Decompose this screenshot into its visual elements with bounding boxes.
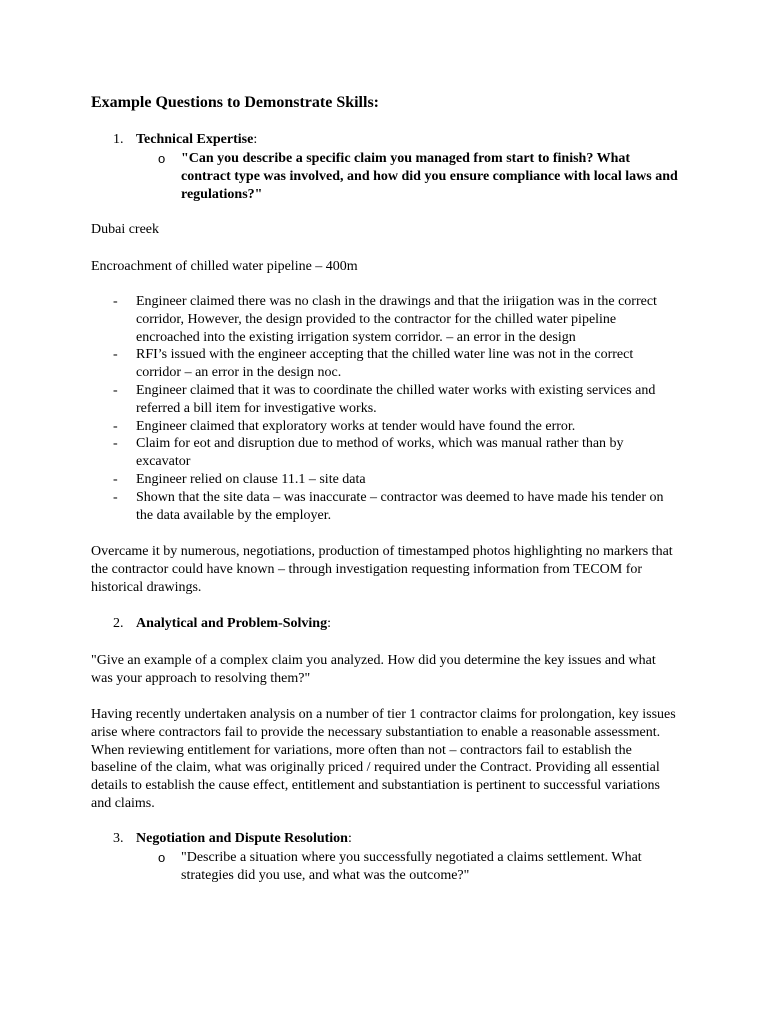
page-title: Example Questions to Demonstrate Skills: xyxy=(91,94,379,111)
section-1-question xyxy=(158,150,683,203)
section-2-title: Analytical and Problem-Solving xyxy=(136,616,328,631)
hollow-bullet-icon: o xyxy=(158,850,166,865)
project-name: Dubai creek xyxy=(91,222,160,237)
section-1-title-suffix: : xyxy=(253,132,258,147)
section-1-number: 1. xyxy=(113,132,124,147)
section-3-question xyxy=(158,849,683,885)
project-subtitle: Encroachment of chilled water pipeline – 400m xyxy=(91,259,358,274)
section-2-question: "Give an example of a complex claim you analyzed. How did you determine the key issues and what was your approach to resolving them?" xyxy=(91,653,656,686)
section-3-number: 3. xyxy=(113,831,124,846)
overcame-paragraph: Overcame it by numerous, negotiations, production of timestamped photos highlighting no markers that the contractor could have known – through investigation requesting information from TECOM for historical drawings. xyxy=(91,544,673,595)
section-2-title-suffix: : xyxy=(327,616,331,631)
section-2-heading xyxy=(113,615,683,633)
list-item: - Claim for eot and disruption due to method of works, which was manual rather than by excavator xyxy=(113,436,624,470)
section-3-title: Negotiation and Dispute Resolution xyxy=(136,831,348,846)
list-item: - Shown that the site data – was inaccurate – contractor was deemed to have made his tender on the data available by the employer. xyxy=(113,489,664,523)
list-item: - Engineer claimed that it was to coordinate the chilled water works with existing services and referred a bill item for investigative works. xyxy=(113,382,656,416)
dash-bullet: - xyxy=(113,418,118,434)
hollow-bullet-icon: o xyxy=(158,151,166,166)
list-item: - Engineer claimed that exploratory works at tender would have found the error. xyxy=(113,418,576,434)
list-item: - Engineer relied on clause 11.1 – site data xyxy=(113,471,366,487)
section-2-number: 2. xyxy=(113,616,124,631)
section-3-title-suffix: : xyxy=(347,831,352,846)
dash-bullet: - xyxy=(113,382,118,398)
list-item: - Engineer claimed there was no clash in the drawings and that the iriigation was in the correct corridor, However, the design provided to the contractor for the chilled water pipeline encroached into the existing irrigation system corridor. – an error in the design xyxy=(113,294,657,345)
dash-bullet: - xyxy=(113,489,118,505)
list-item: - RFI’s issued with the engineer accepting that the chilled water line was not in the correct corridor – an error in the design noc. xyxy=(113,347,634,381)
section-2-answer: Having recently undertaken analysis on a number of tier 1 contractor claims for prolongation, key issues arise where contractors fail to provide the necessary substantiation to enable a reasonable assessment. When reviewing entitlement for variations, more often than not – contractors fail to establish the baseline of the claim, what was originally priced / required under the Contract. Providing all essential details to establish the cause effect, entitlement and substantiation is pertinent to successful variations and claims. xyxy=(91,707,676,811)
dash-bullet: - xyxy=(113,347,118,363)
section-1-title: Technical Expertise xyxy=(136,132,254,147)
dash-list xyxy=(113,293,678,524)
section-1-question-text: "Can you describe a specific claim you managed from start to finish? What contract type was involved, and how did you ensure compliance with local laws and regulations?" xyxy=(181,151,678,202)
section-3-heading xyxy=(113,830,683,848)
section-1-heading xyxy=(113,131,683,149)
dash-bullet: - xyxy=(113,294,118,309)
section-3-question-text: "Describe a situation where you successfully negotiated a claims settlement. What strategies did you use, and what was the outcome?" xyxy=(181,850,642,883)
dash-bullet: - xyxy=(113,471,118,487)
dash-bullet: - xyxy=(113,436,118,452)
